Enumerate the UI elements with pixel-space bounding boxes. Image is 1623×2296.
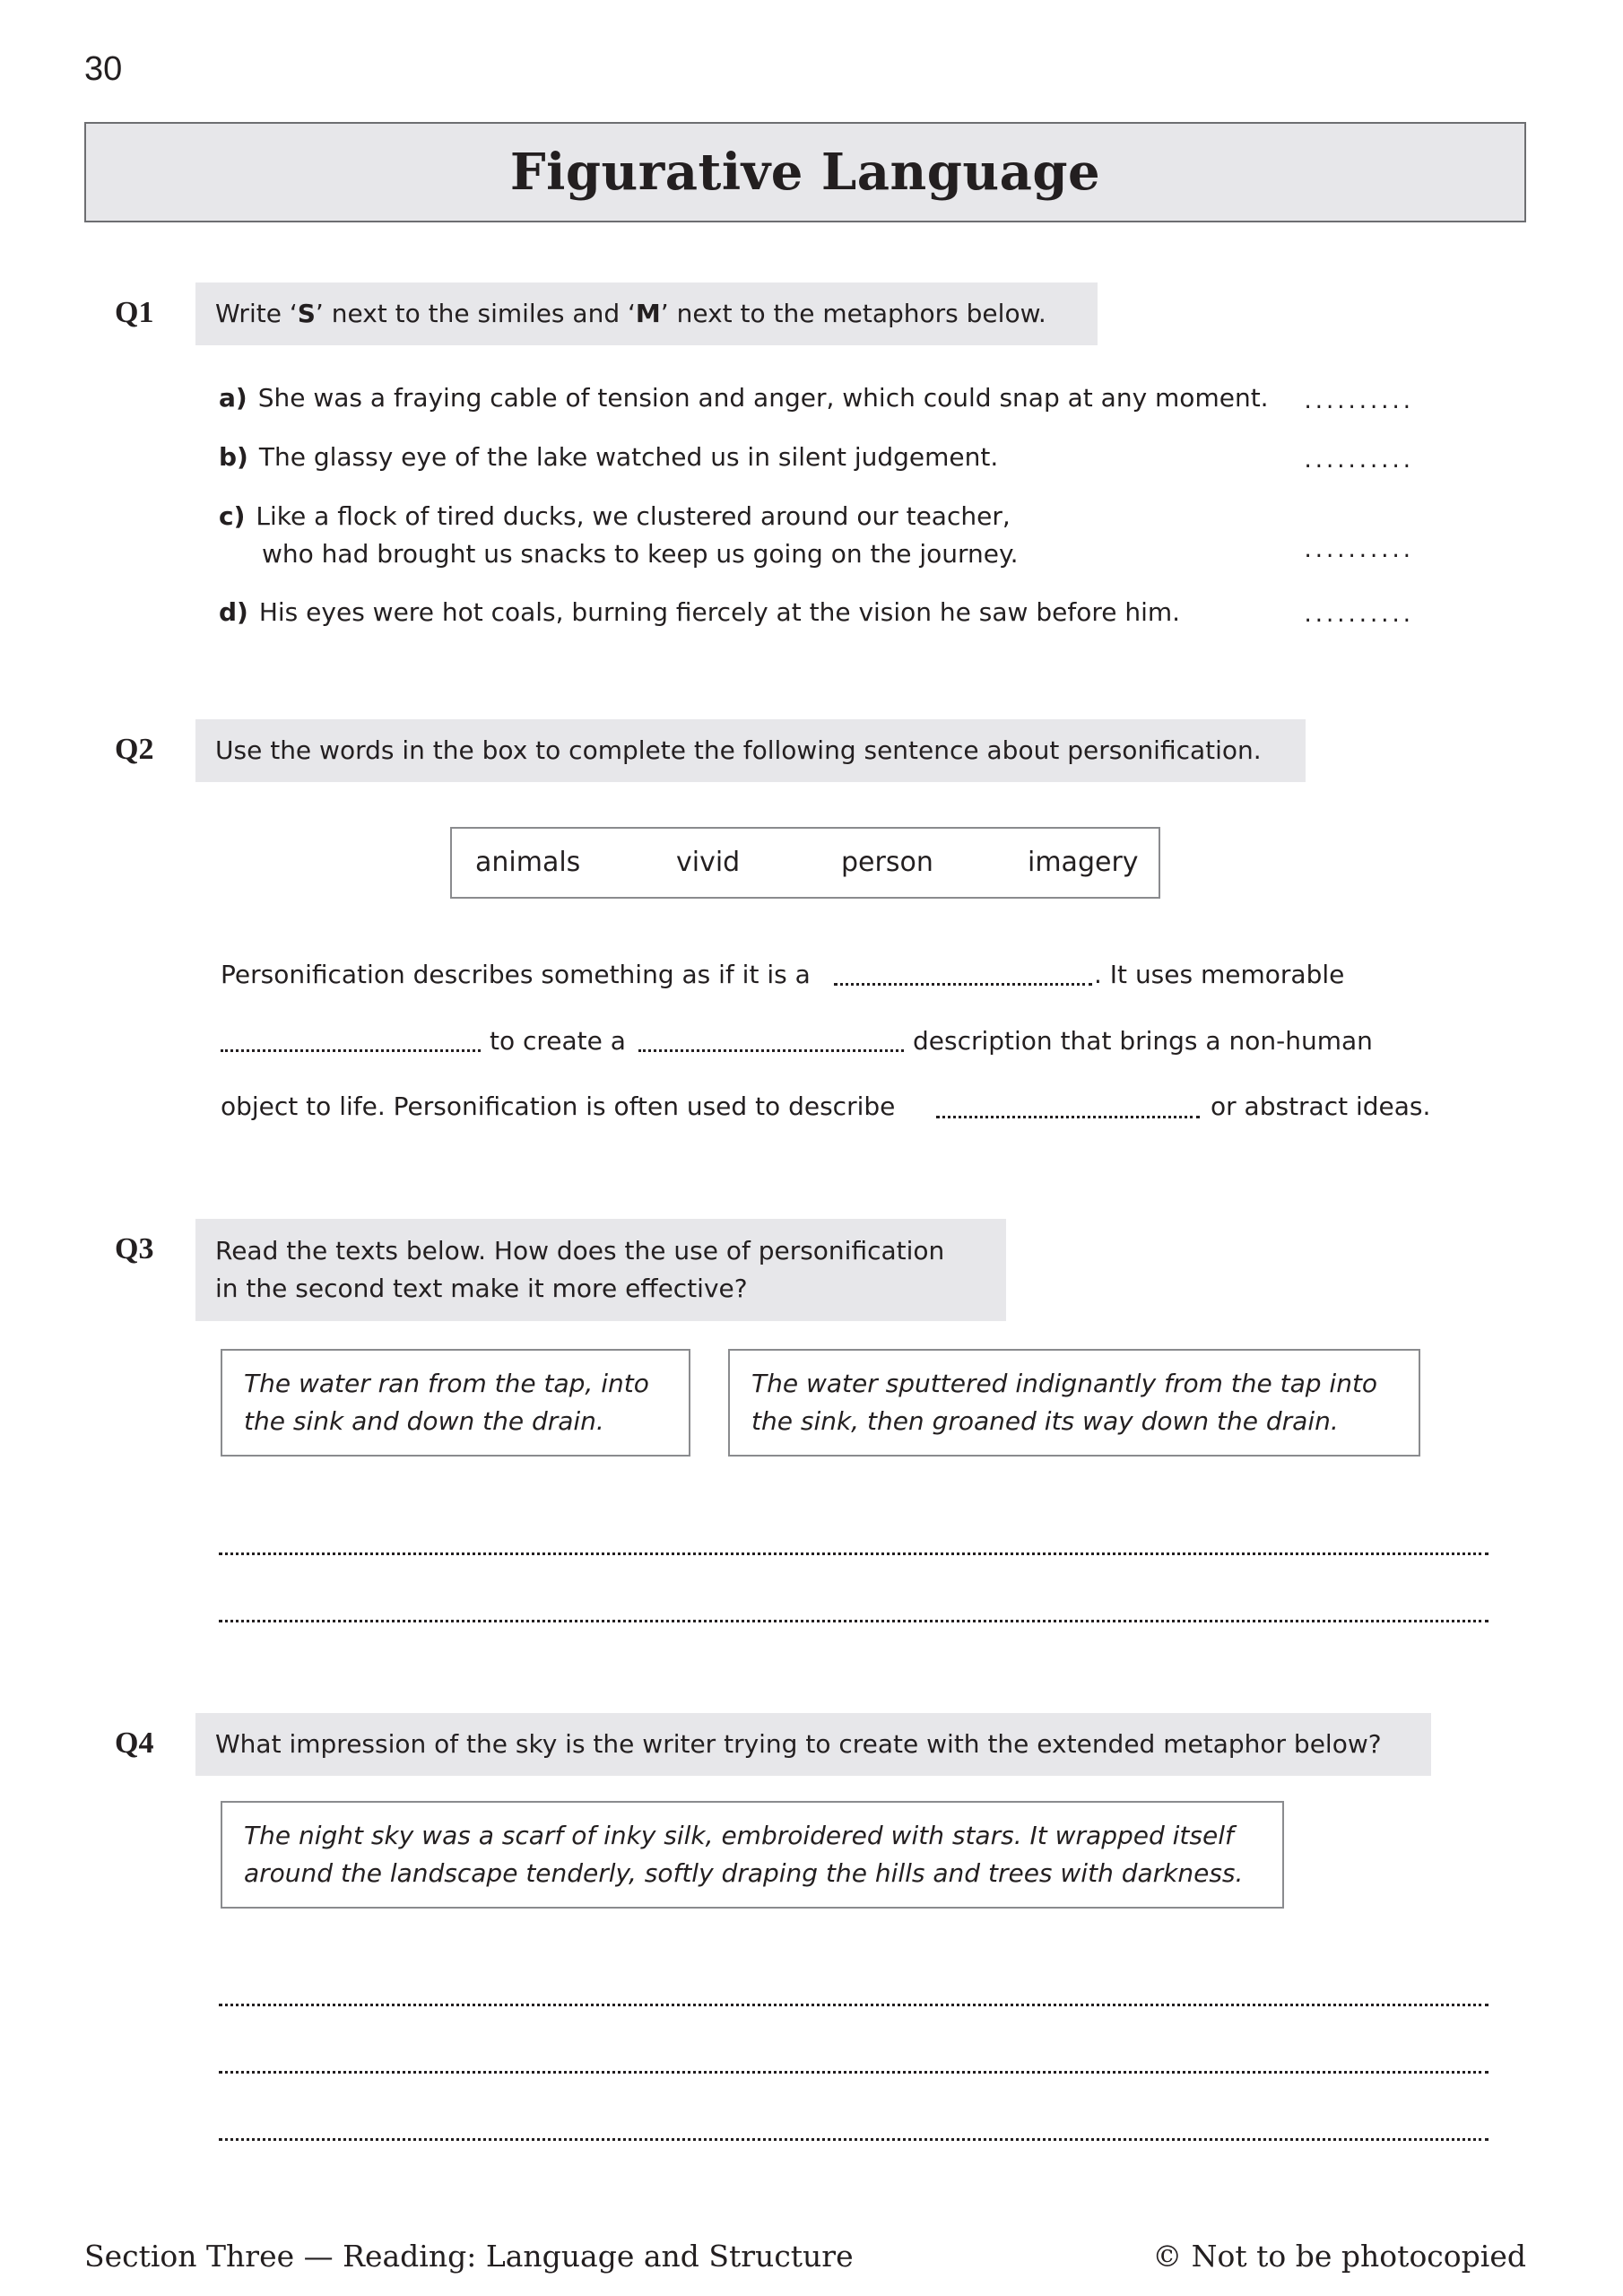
q3-text-b xyxy=(728,1349,1420,1457)
page-title-bar xyxy=(84,122,1526,222)
q1-answer-b[interactable]: .......... xyxy=(1302,450,1412,473)
q1-item-c xyxy=(219,498,1018,573)
q2-blank-4[interactable] xyxy=(936,1110,1200,1118)
q3-answer-line-1[interactable] xyxy=(219,1547,1488,1555)
q2-blank-1[interactable] xyxy=(834,978,1092,986)
q1-prompt-text: ’ next to the similes and ‘ xyxy=(315,299,636,328)
q1-number: Q1 xyxy=(115,296,154,329)
q1-prompt xyxy=(195,283,1098,345)
q1-prompt-metaphor-code: M xyxy=(635,299,661,328)
q2-sentence-part: Personification describes something as if it is a xyxy=(221,960,811,989)
word-bank-box xyxy=(450,827,1160,899)
word-bank-word: imagery xyxy=(1028,847,1139,878)
q3-number: Q3 xyxy=(115,1232,154,1265)
q1-prompt-text: ’ next to the metaphors below. xyxy=(660,299,1046,328)
footer-section: Section Three — Reading: Language and Structure xyxy=(84,2239,854,2274)
item-text: She was a fraying cable of tension and anger, which could snap at any moment. xyxy=(257,383,1269,413)
q2-sentence-part: to create a xyxy=(490,1026,626,1056)
item-text: The glassy eye of the lake watched us in silent judgement. xyxy=(258,442,999,472)
q1-prompt-simile-code: S xyxy=(297,299,316,328)
item-text: who had brought us snacks to keep us going on the journey. xyxy=(262,539,1019,569)
q4-extract-line: The night sky was a scarf of inky silk, embroidered with stars. It wrapped itself xyxy=(244,1821,1234,1850)
q3-answer-line-2[interactable] xyxy=(219,1614,1488,1622)
q3-text-a-line: the sink and down the drain. xyxy=(244,1406,604,1436)
q3-prompt xyxy=(195,1219,1006,1321)
q3-text-b-line: the sink, then groaned its way down the drain. xyxy=(751,1406,1339,1436)
item-text: Like a flock of tired ducks, we clustered around our teacher, xyxy=(256,501,1011,531)
q1-item-d xyxy=(219,594,1180,631)
item-letter: d) xyxy=(219,597,248,627)
q2-number: Q2 xyxy=(115,733,154,766)
q4-extract-line: around the landscape tenderly, softly draping the hills and trees with darkness. xyxy=(244,1858,1244,1888)
q2-prompt xyxy=(195,719,1306,782)
q4-answer-line-3[interactable] xyxy=(219,2133,1488,2141)
q2-blank-2[interactable] xyxy=(221,1044,481,1052)
q1-prompt-text: Write ‘ xyxy=(215,299,298,328)
q4-prompt xyxy=(195,1713,1431,1776)
page-number: 30 xyxy=(84,50,123,88)
q3-text-a-line: The water ran from the tap, into xyxy=(244,1369,649,1398)
q1-item-b xyxy=(219,439,998,476)
word-bank-word: vivid xyxy=(676,847,741,878)
footer-copyright: © Not to be photocopied xyxy=(1152,2239,1526,2274)
q1-answer-a[interactable]: .......... xyxy=(1302,391,1412,413)
q3-prompt-line: in the second text make it more effective? xyxy=(215,1274,748,1303)
q3-prompt-line: Read the texts below. How does the use of personification xyxy=(215,1236,945,1265)
q3-text-a xyxy=(221,1349,690,1457)
q2-sentence-part: description that brings a non-human xyxy=(913,1026,1373,1056)
q4-answer-line-1[interactable] xyxy=(219,1998,1488,2006)
item-letter: c) xyxy=(219,501,246,531)
word-bank-word: animals xyxy=(475,847,581,878)
q2-sentence-part: object to life. Personification is often used to describe xyxy=(221,1091,896,1121)
q2-sentence-part: . It uses memorable xyxy=(1094,960,1345,989)
word-bank-word: person xyxy=(841,847,933,878)
q4-extract-box xyxy=(221,1801,1284,1909)
q3-text-b-line: The water sputtered indignantly from the tap into xyxy=(751,1369,1378,1398)
item-letter: b) xyxy=(219,442,248,472)
q4-prompt-text: What impression of the sky is the writer trying to create with the extended metaphor below? xyxy=(215,1729,1382,1759)
item-letter: a) xyxy=(219,383,247,413)
q1-item-a xyxy=(219,379,1269,417)
item-text: His eyes were hot coals, burning fiercely at the vision he saw before him. xyxy=(258,597,1181,627)
q2-blank-3[interactable] xyxy=(638,1044,904,1052)
q1-answer-d[interactable]: .......... xyxy=(1302,604,1412,627)
q2-sentence-part: or abstract ideas. xyxy=(1211,1091,1431,1121)
q4-number: Q4 xyxy=(115,1726,154,1760)
q1-answer-c[interactable]: .......... xyxy=(1302,540,1412,562)
q2-prompt-text: Use the words in the box to complete the following sentence about personification. xyxy=(215,735,1262,765)
q4-answer-line-2[interactable] xyxy=(219,2066,1488,2074)
page-title: Figurative Language xyxy=(509,143,1101,202)
